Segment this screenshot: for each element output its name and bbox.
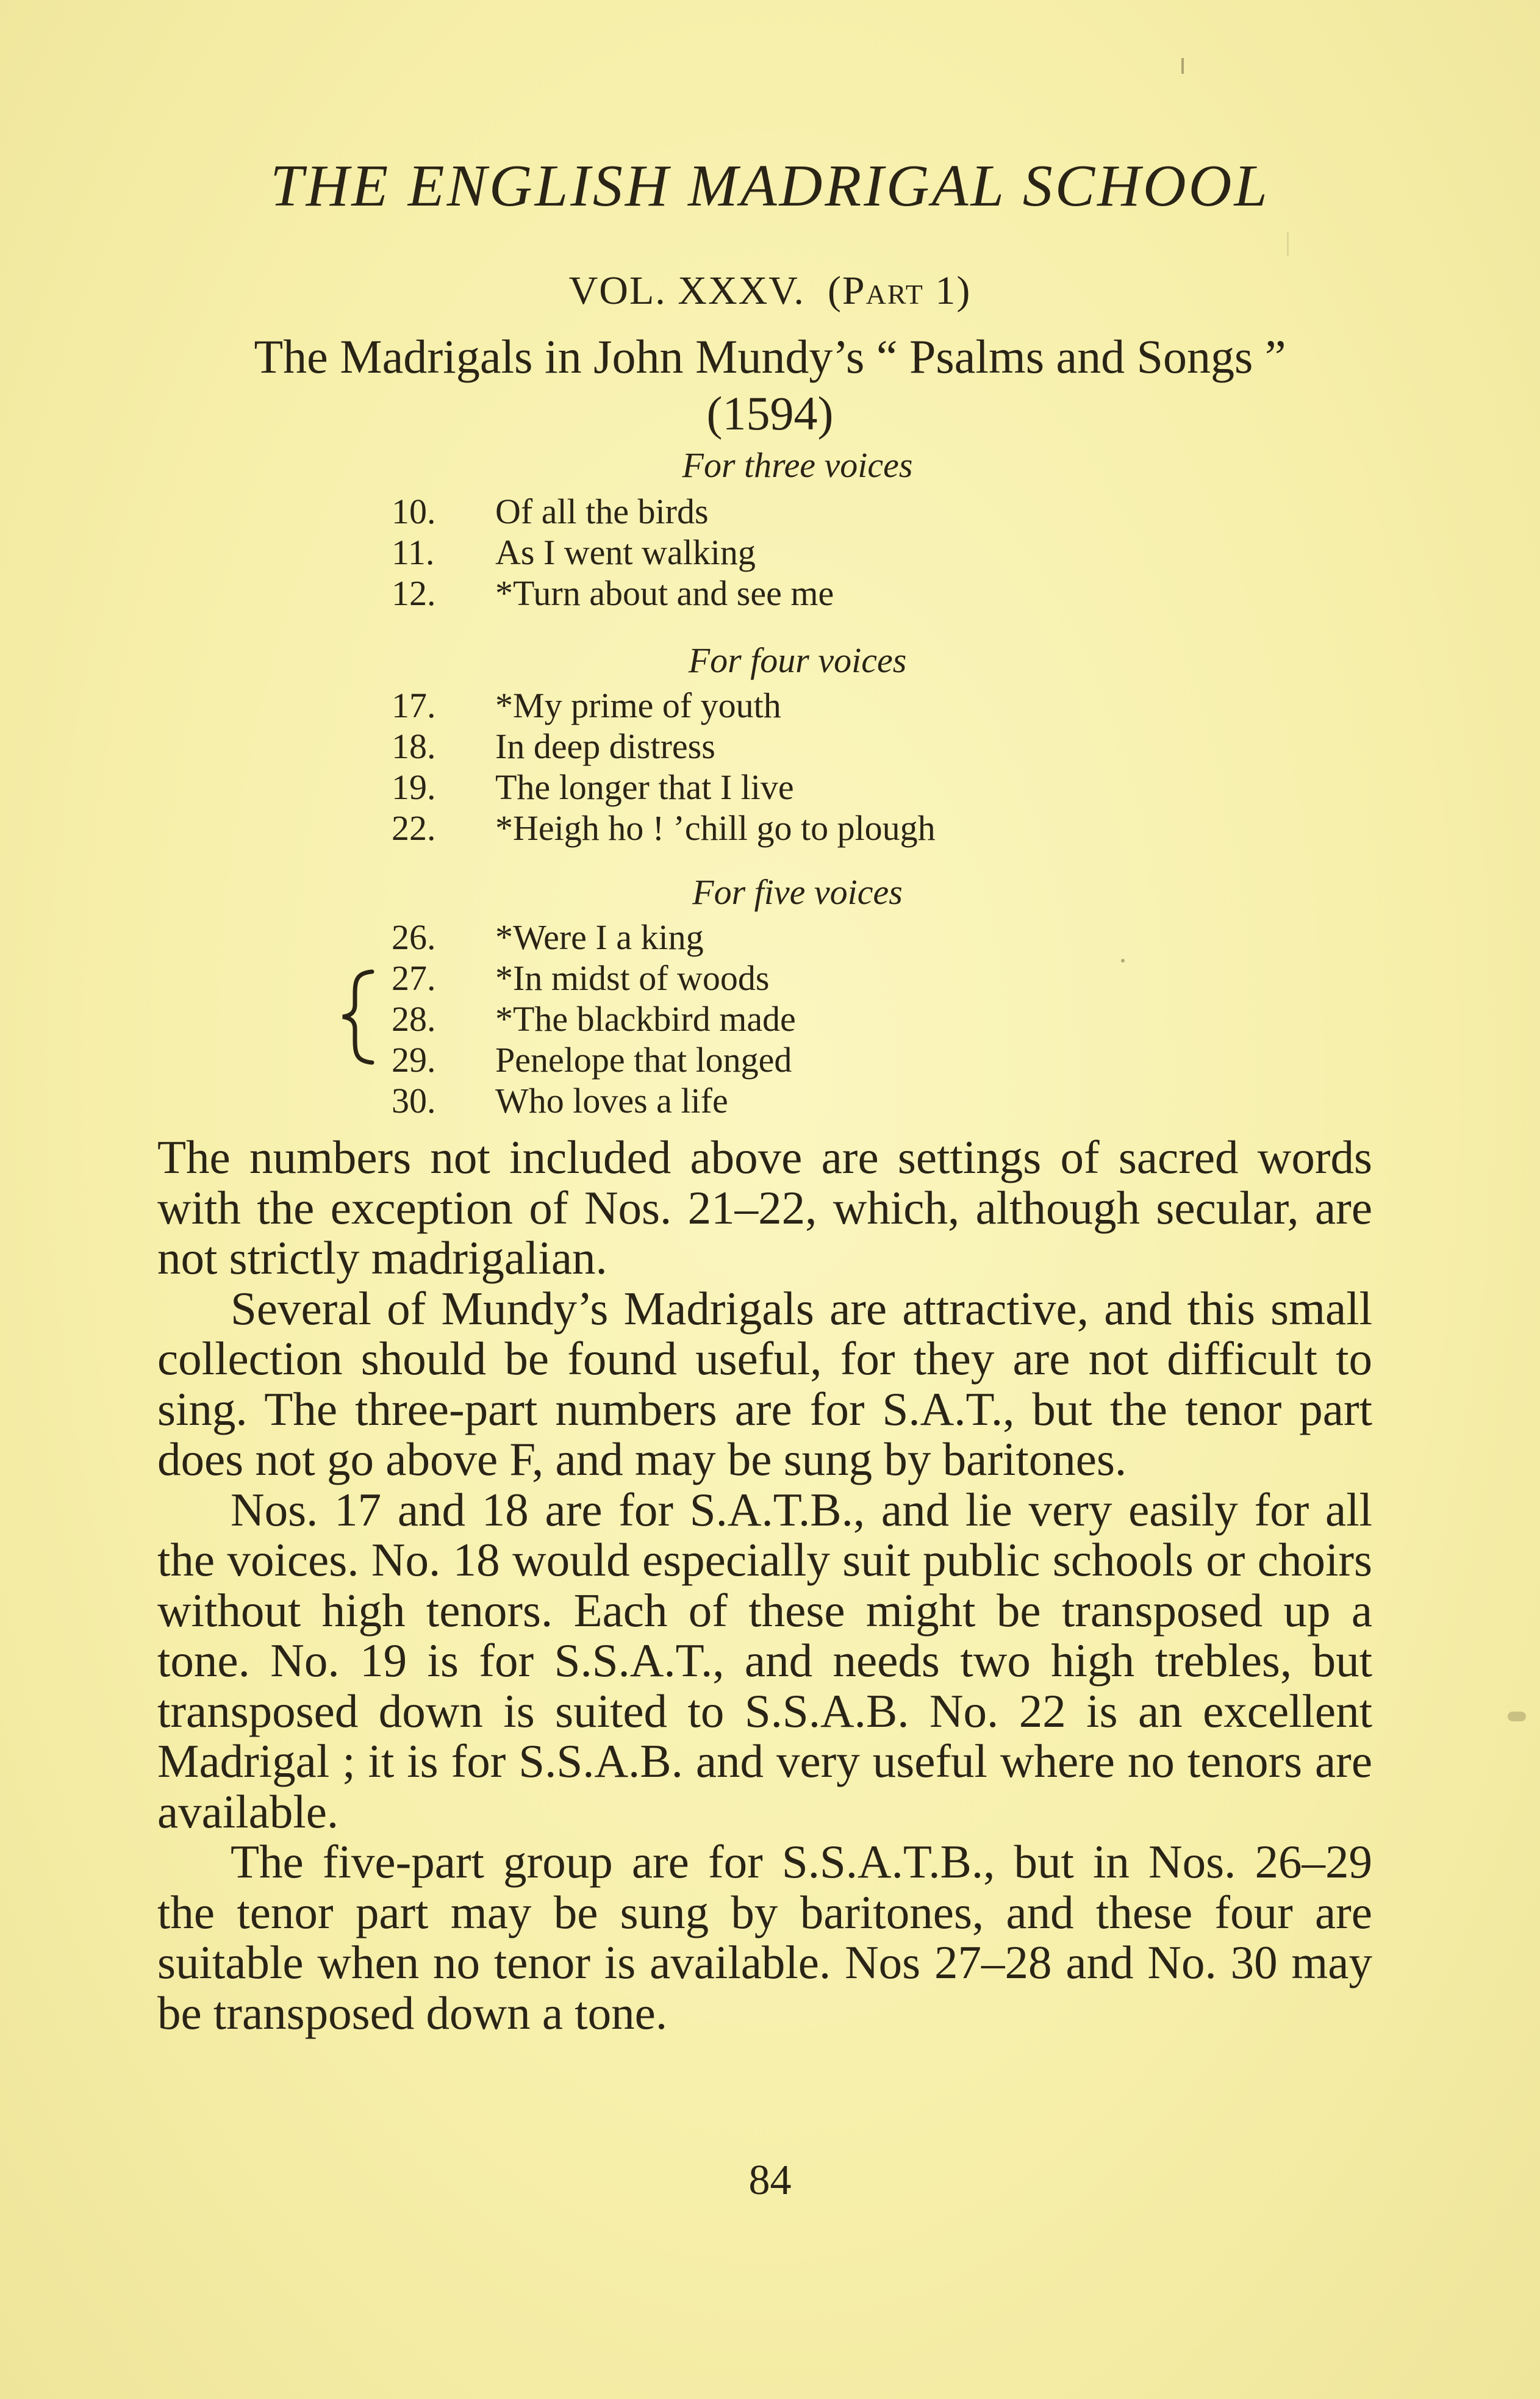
item-number: 19. xyxy=(392,767,436,807)
item-number: 27. xyxy=(392,958,436,998)
item-title: Penelope that longed xyxy=(495,1040,792,1080)
group-heading-three-voices: For three voices xyxy=(682,445,913,485)
item-number: 26. xyxy=(392,917,436,957)
paragraph: Nos. 17 and 18 are for S.A.T.B., and lie very easily for all the voices. No. 18 would especially suit public schools or choirs without high tenors. Each of these might be transposed up a tone. No. 19 is for S.S.A.T., and needs two high trebles, but transposed down is suited to S.S.A.B. No. 22 is an excellent Madrigal ; it is for S.S.A.B. and very useful where no tenors are available. xyxy=(157,1483,1372,1838)
list-item xyxy=(392,726,1245,767)
paper-speck xyxy=(1121,959,1125,963)
volume-part: (Part 1) xyxy=(827,268,972,313)
list-five-voices xyxy=(392,917,1245,1121)
item-title: *Were I a king xyxy=(495,917,704,957)
list-item xyxy=(392,958,1245,999)
item-number: 17. xyxy=(392,686,436,725)
item-number: 29. xyxy=(392,1040,436,1080)
list-item xyxy=(392,685,1245,726)
item-title: *In midst of woods xyxy=(495,958,770,998)
paragraph: The five-part group are for S.S.A.T.B., but in Nos. 26–29 the tenor part may be sung by baritones, and these four are suitable when no tenor is available. Nos 27–28 and No. 30 may be transposed down a tone. xyxy=(157,1835,1372,2039)
list-item xyxy=(392,532,1245,573)
group-heading-five-voices: For five voices xyxy=(692,872,903,912)
paper-speck xyxy=(1287,232,1289,256)
curly-brace-icon xyxy=(329,967,396,1067)
body-text xyxy=(157,1132,1372,2038)
list-item xyxy=(392,767,1245,808)
collection-year: (1594) xyxy=(706,387,834,440)
list-item xyxy=(392,808,1245,848)
page-number: 84 xyxy=(748,2157,792,2204)
volume-number: VOL. XXXV. xyxy=(568,268,805,313)
item-number: 28. xyxy=(392,999,436,1039)
item-number: 30. xyxy=(392,1081,436,1121)
item-title: *The blackbird made xyxy=(495,999,796,1039)
item-number: 22. xyxy=(392,808,436,848)
group-heading-four-voices: For four voices xyxy=(688,640,907,680)
volume-line xyxy=(0,264,1540,318)
collection-title: The Madrigals in John Mundy’s “ Psalms and Songs ” xyxy=(254,330,1286,383)
list-three-voices xyxy=(392,491,1245,614)
item-number: 11. xyxy=(392,533,435,572)
item-number: 18. xyxy=(392,726,436,766)
item-number: 10. xyxy=(392,492,436,531)
paper-speck xyxy=(1181,58,1184,74)
paragraph: The numbers not included above are settings of sacred words with the exception of Nos. 21–22, which, although secular, are not strictly madrigalian. xyxy=(157,1131,1372,1284)
item-title: *Turn about and see me xyxy=(495,573,834,613)
list-item xyxy=(392,999,1245,1039)
paragraph: Several of Mundy’s Madrigals are attractive, and this small collection should be found useful, for they are not difficult to sing. The three-part numbers are for S.A.T., but the tenor part does not go above F, and may be sung by baritones. xyxy=(157,1282,1372,1485)
list-item xyxy=(392,917,1245,958)
list-item xyxy=(392,573,1245,614)
item-title: As I went walking xyxy=(495,533,756,572)
item-title: *My prime of youth xyxy=(495,686,781,725)
item-title: Of all the birds xyxy=(495,492,709,531)
list-item xyxy=(392,1039,1245,1080)
series-title: THE ENGLISH MADRIGAL SCHOOL xyxy=(270,153,1270,219)
paper-speck xyxy=(1508,1712,1526,1721)
list-four-voices xyxy=(392,685,1245,848)
item-number: 12. xyxy=(392,573,436,613)
item-title: *Heigh ho ! ’chill go to plough xyxy=(495,808,936,848)
item-title: In deep distress xyxy=(495,726,715,766)
item-title: The longer that I live xyxy=(495,767,794,807)
list-item xyxy=(392,1080,1245,1121)
list-item xyxy=(392,491,1245,532)
item-title: Who loves a life xyxy=(495,1081,728,1121)
